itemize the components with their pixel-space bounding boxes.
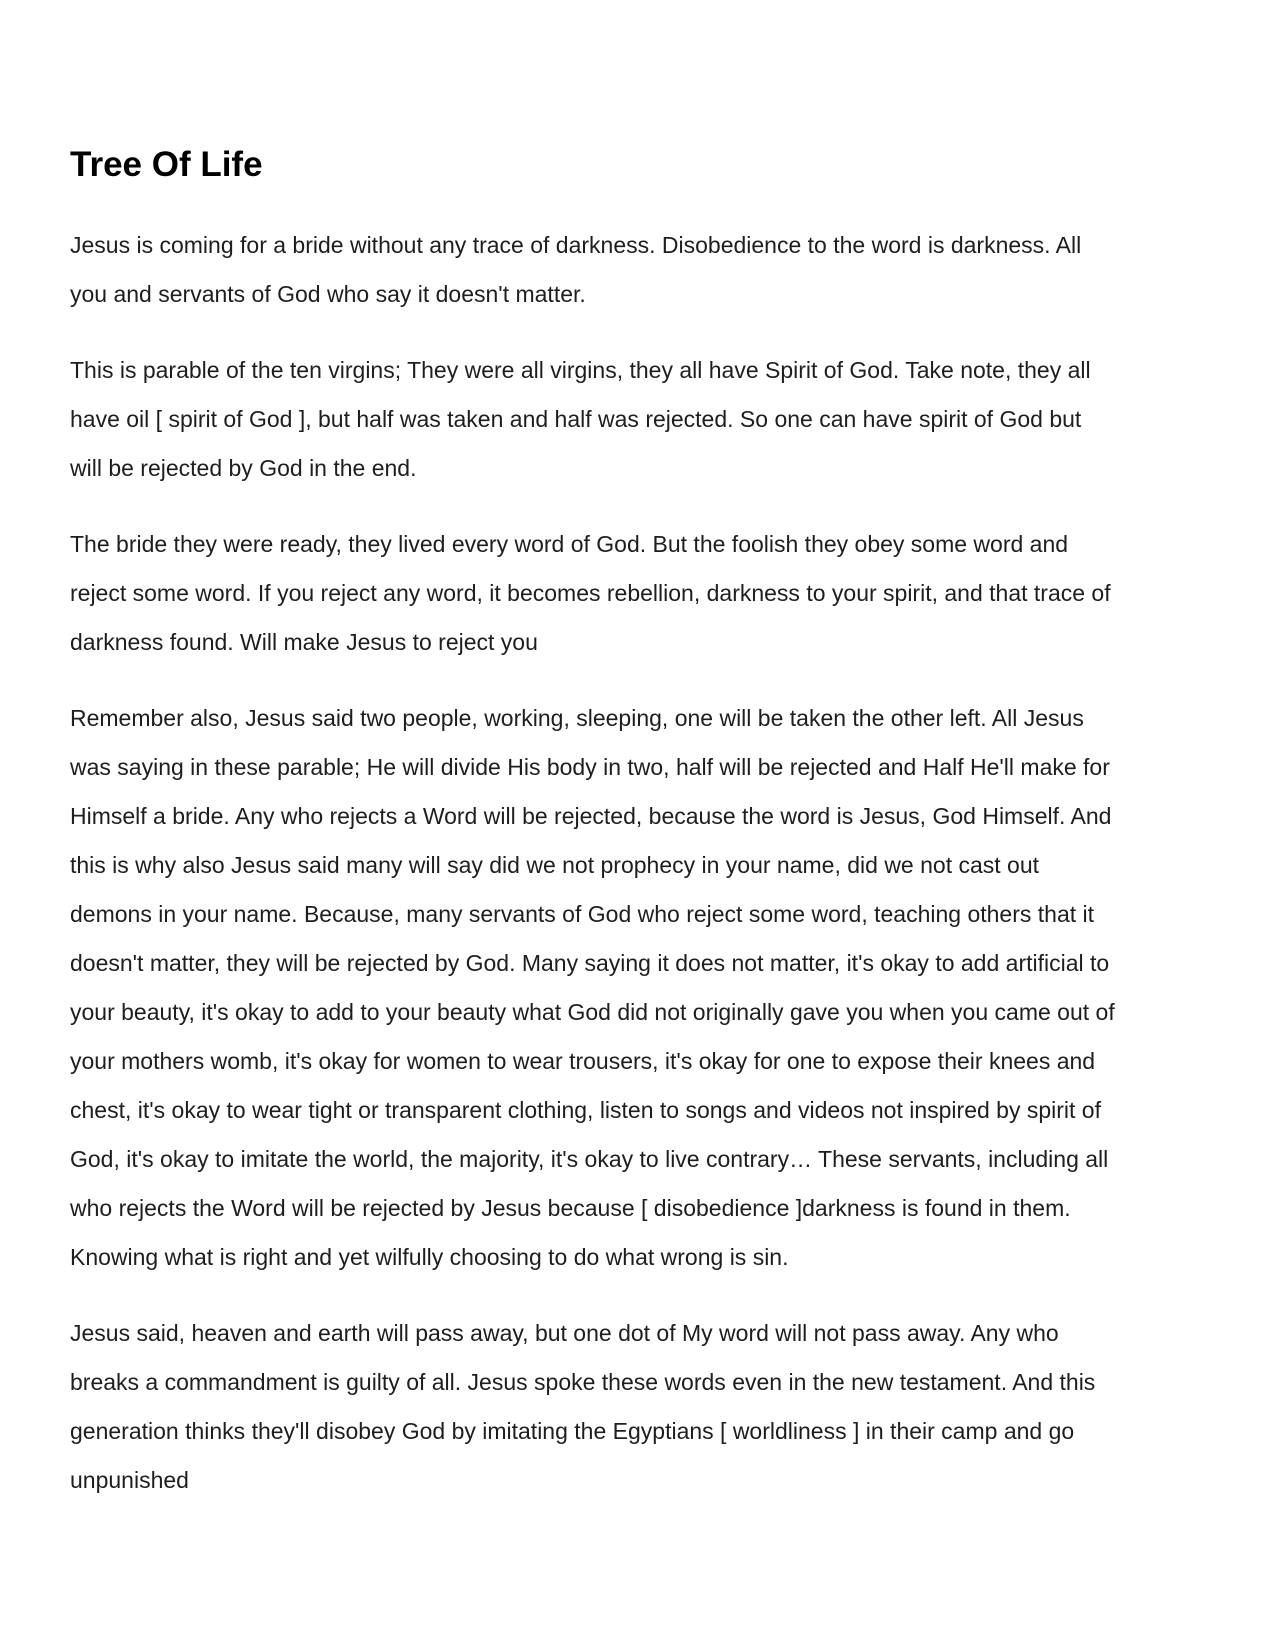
paragraph-3 [70,520,1206,667]
text-line: Remember also, Jesus said two people, working, sleeping, one will be taken the other left. All Jesus [70,705,1084,731]
text-line: demons in your name. Because, many servants of God who reject some word, teaching others that it [70,901,1095,927]
text-line: chest, it's okay to wear tight or transparent clothing, listen to songs and videos not inspired by spirit of [70,1097,1101,1123]
text-line: Knowing what is right and yet wilfully choosing to do what wrong is sin. [70,1244,789,1270]
text-line: darkness found. Will make Jesus to reject you [70,629,538,655]
text-line: reject some word. If you reject any word, it becomes rebellion, darkness to your spirit, and that trace of [70,580,1111,606]
text-line: generation thinks they'll disobey God by imitating the Egyptians [ worldliness ] in their camp and go [70,1418,1075,1444]
text-line: This is parable of the ten virgins; They were all virgins, they all have Spirit of God. Take note, they all [70,357,1091,383]
text-line: you and servants of God who say it doesn't matter. [70,281,586,307]
text-line: was saying in these parable; He will divide His body in two, half will be rejected and Half He'll make for [70,754,1110,780]
paragraph-5 [70,1309,1206,1505]
paragraph-4 [70,694,1206,1282]
text-line: Himself a bride. Any who rejects a Word will be rejected, because the word is Jesus, God Himself. And [70,803,1112,829]
text-line: unpunished [70,1467,189,1493]
paragraph-1 [70,221,1206,319]
text-line: doesn't matter, they will be rejected by God. Many saying it does not matter, it's okay to add artificial to [70,950,1110,976]
text-line: The bride they were ready, they lived every word of God. But the foolish they obey some word and [70,531,1069,557]
text-line: will be rejected by God in the end. [70,455,417,481]
text-line: this is why also Jesus said many will say did we not prophecy in your name, did we not cast out [70,852,1040,878]
text-line: your beauty, it's okay to add to your beauty what God did not originally gave you when you came out of [70,999,1115,1025]
text-line: Jesus is coming for a bride without any trace of darkness. Disobedience to the word is darkness. All [70,232,1082,258]
text-line: breaks a commandment is guilty of all. Jesus spoke these words even in the new testament. And this [70,1369,1096,1395]
text-line: who rejects the Word will be rejected by Jesus because [ disobedience ]darkness is found in them. [70,1195,1071,1221]
text-line: Jesus said, heaven and earth will pass away, but one dot of My word will not pass away. Any who [70,1320,1059,1346]
document-title: Tree Of Life [70,145,263,184]
text-line: have oil [ spirit of God ], but half was taken and half was rejected. So one can have spirit of God but [70,406,1082,432]
paragraph-2 [70,346,1206,493]
text-line: your mothers womb, it's okay for women to wear trousers, it's okay for one to expose their knees and [70,1048,1096,1074]
text-line: God, it's okay to imitate the world, the majority, it's okay to live contrary… These servants, including all [70,1146,1109,1172]
